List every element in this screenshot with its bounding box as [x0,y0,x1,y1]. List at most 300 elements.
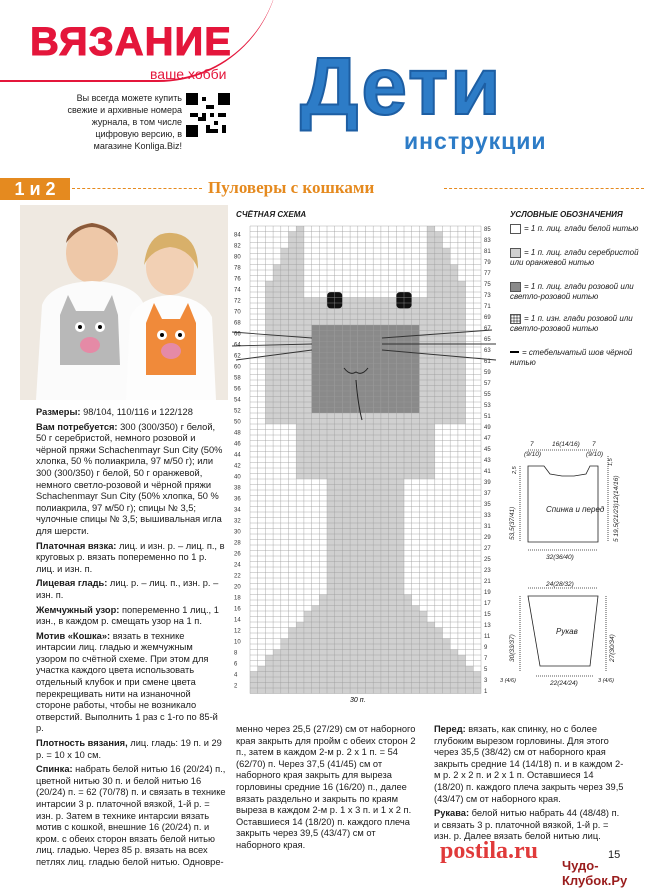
chart-cell [373,468,381,474]
magazine-title: ВЯЗАНИЕ [30,20,232,64]
chart-cell [373,386,381,392]
chart-cell [335,479,343,485]
row-number: 69 [484,315,491,321]
chart-cell [296,248,304,254]
chart-cell [327,666,335,672]
chart-cell [358,457,366,463]
chart-cell [396,402,404,408]
chart-cell [435,672,443,678]
chart-cell [373,617,381,623]
instructions-col-1 [36,407,226,872]
row-number: 36 [234,496,241,503]
chart-cell [289,292,297,298]
chart-cell [443,309,451,315]
row-number: 54 [234,397,241,404]
chart-cell [366,347,374,353]
chart-cell [312,408,320,414]
chart-cell [450,666,458,672]
chart-cell [327,672,335,678]
chart-cell [342,408,350,414]
chart-cell [327,501,335,507]
chart-cell [342,474,350,480]
chart-cell [335,606,343,612]
chart-cell [312,474,320,480]
chart-cell [358,683,366,689]
paragraph: Мотив «Кошка»: вязать в технике интарсии лиц. гладью и жемчужным узором по счётной схеме. При этом для участка каждого цвета использовать отдельный клубок и при смене цвета перекрещивать нити на изнаночной стороне работы, чтобы не возникало отверстий. Выполнить 1 раз с 1-го по 85-й р. [36,630,218,734]
chart-cell [366,331,374,337]
chart-cell [312,336,320,342]
chart-cell [327,567,335,573]
chart-cell [373,347,381,353]
chart-cell [327,677,335,683]
chart-cell [289,259,297,265]
chart-cell [366,512,374,518]
chart-cell [389,320,397,326]
chart-cell [404,683,412,689]
chart-cell [373,353,381,359]
chart-cell [381,490,389,496]
chart-cell [327,512,335,518]
chart-cell [381,540,389,546]
chart-cell [404,358,412,364]
chart-cell [312,452,320,458]
chart-cell [273,281,281,287]
chart-cell [419,402,427,408]
chart-cell [296,430,304,436]
chart-cell [450,364,458,370]
chart-cell [327,661,335,667]
chart-cell [450,287,458,293]
chart-cell [435,677,443,683]
chart-cell [427,468,435,474]
chart-cell [265,419,273,425]
chart-cell [296,331,304,337]
chart-cell [381,595,389,601]
chart-cell [366,375,374,381]
chart-cell [458,683,466,689]
chart-cell [358,325,366,331]
chart-cell [366,666,374,672]
chart-cell [412,457,420,463]
chart-cell [273,677,281,683]
chart-cell [373,666,381,672]
chart-cell [350,441,358,447]
chart-cell [304,446,312,452]
chart-cell [366,468,374,474]
chart-cell [342,424,350,430]
chart-cell [450,353,458,359]
chart-cell [396,485,404,491]
chart-cell [419,435,427,441]
row-number: 73 [484,293,491,299]
chart-cell [389,325,397,331]
chart-cell [358,672,366,678]
chart-cell [335,688,343,694]
chart-cell [358,606,366,612]
cuff-side: 3 (4/6) [598,678,614,684]
chart-cell [273,413,281,419]
chart-cell [327,606,335,612]
row-number: 19 [484,590,491,596]
chart-cell [389,479,397,485]
chart-cell [281,265,289,271]
chart-cell [342,545,350,551]
top-dim: 16(14/16) [552,441,580,448]
chart-cell [304,666,312,672]
chart-cell [381,639,389,645]
row-number: 72 [234,298,241,305]
sleeve-label: Рукав [556,627,578,636]
chart-cell [366,567,374,573]
chart-cell [419,309,427,315]
chart-cell [466,666,474,672]
chart-cell [389,452,397,458]
chart-cell [381,320,389,326]
chart-cell [412,677,420,683]
chart-cell [296,386,304,392]
chart-cell [296,688,304,694]
chart-cell [304,650,312,656]
chart-cell [296,408,304,414]
chart-cell [373,584,381,590]
chart-cell [412,441,420,447]
chart-cell [404,424,412,430]
chart-cell [289,248,297,254]
chart-cell [419,677,427,683]
chart-cell [404,369,412,375]
chart-cell [358,353,366,359]
chart-cell [358,303,366,309]
chart-cell [289,325,297,331]
chart-cell [366,617,374,623]
qr-code-icon[interactable] [186,93,230,137]
chart-cell [304,397,312,403]
chart-cell [396,468,404,474]
chart-cell [327,435,335,441]
chart-cell [443,303,451,309]
chart-cell [289,666,297,672]
chart-cell [443,358,451,364]
chart-cell [289,672,297,678]
chart-cell [396,540,404,546]
chart-cell [381,556,389,562]
chart-cell [327,622,335,628]
chart-cell [419,468,427,474]
chart-cell [319,650,327,656]
chart-cell [443,248,451,254]
row-number: 47 [484,436,491,442]
chart-cell [396,595,404,601]
chart-cell [335,474,343,480]
chart-cell [373,589,381,595]
chart-cell [327,479,335,485]
chart-cell [443,270,451,276]
children-photo [20,205,228,400]
chart-cell [396,419,404,425]
chart-label: СЧЁТНАЯ СХЕМА [236,210,307,219]
chart-cell [412,380,420,386]
chart-cell [381,518,389,524]
chart-cell [312,672,320,678]
chart-cell [458,309,466,315]
chart-cell [419,397,427,403]
row-number: 9 [484,645,488,651]
chart-cell [458,397,466,403]
chart-cell [412,364,420,370]
chart-cell [373,556,381,562]
chart-cell [443,644,451,650]
chart-cell [312,435,320,441]
chart-cell [366,358,374,364]
chart-cell [319,683,327,689]
chart-cell [381,386,389,392]
chart-cell [419,650,427,656]
chart-cell [358,655,366,661]
chart-cell [396,644,404,650]
chart-cell [265,347,273,353]
chart-cell [319,441,327,447]
chart-cell [435,232,443,238]
chart-cell [381,672,389,678]
chart-cell [419,457,427,463]
chart-cell [312,457,320,463]
chart-cell [281,655,289,661]
chart-cell [350,534,358,540]
chart-cell [443,397,451,403]
chart-cell [404,413,412,419]
chart-cell [350,672,358,678]
chart-cell [366,523,374,529]
row-number: 74 [234,287,241,294]
chart-cell [389,402,397,408]
chart-cell [412,435,420,441]
chart-cell [366,683,374,689]
chart-cell [381,534,389,540]
chart-cell [373,397,381,403]
chart-cell [327,650,335,656]
chart-cell [373,633,381,639]
chart-cell [427,397,435,403]
chart-cell [373,534,381,540]
chart-cell [335,364,343,370]
chart-cell [327,446,335,452]
chart-cell [342,507,350,513]
chart-cell [335,600,343,606]
chart-cell [427,243,435,249]
chart-cell [281,287,289,293]
chart-cell [265,292,273,298]
chart-cell [342,391,350,397]
row-number: 78 [234,265,241,272]
chart-cell [381,606,389,612]
chart-cell [389,567,397,573]
row-number: 79 [484,260,491,266]
chart-cell [435,364,443,370]
chart-cell [327,485,335,491]
chart-cell [435,265,443,271]
chart-cell [265,364,273,370]
chart-cell [327,347,335,353]
chart-cell [435,655,443,661]
chart-cell [412,325,420,331]
chart-cell [366,441,374,447]
chart-cell [342,435,350,441]
chart-cell [373,650,381,656]
chart-cell [296,320,304,326]
chart-cell [373,529,381,535]
chart-cell [304,309,312,315]
garment-schematics [500,436,650,688]
chart-cell [296,391,304,397]
chart-cell [404,325,412,331]
chart-cell [435,402,443,408]
sleeve-top: 24(28/32) [546,581,574,588]
chart-cell [296,661,304,667]
chart-cell [312,397,320,403]
chart-cell [327,523,335,529]
chart-cell [358,446,366,452]
chart-cell [366,309,374,315]
chart-cell [404,408,412,414]
chart-cell [427,661,435,667]
chart-cell [389,650,397,656]
chart-cell [435,688,443,694]
chart-cell [366,551,374,557]
chart-cell [358,424,366,430]
row-number: 13 [484,623,491,629]
chart-cell [427,226,435,232]
chart-cell [412,413,420,419]
chart-cell [335,551,343,557]
chart-cell [396,556,404,562]
chart-cell [427,298,435,304]
row-number: 25 [484,557,491,563]
chart-cell [342,688,350,694]
chart-cell [366,661,374,667]
chart-cell [443,655,451,661]
sleeve-length: 30(33/37) [509,634,516,662]
instructions-col-3 [434,724,624,846]
row-number: 55 [484,392,491,398]
chart-cell [342,419,350,425]
chart-cell [435,276,443,282]
chart-cell [381,611,389,617]
chart-cell [281,298,289,304]
chart-cell [427,644,435,650]
chart-cell [319,606,327,612]
back-front-label: Спинка и перед [546,505,605,514]
chart-cell [427,446,435,452]
chart-cell [412,655,420,661]
pattern-badge: 1 и 2 [0,178,70,200]
chart-cell [389,501,397,507]
chart-cell [312,358,320,364]
chart-cell [435,336,443,342]
chart-cell [366,386,374,392]
chart-cell [412,617,420,623]
chart-cell [389,298,397,304]
chart-cell [335,496,343,502]
chart-cell [327,474,335,480]
chart-cell [312,463,320,469]
chart-cell [458,380,466,386]
divider [444,188,644,189]
chart-cell [265,391,273,397]
row-number: 61 [484,359,491,365]
chart-cell [412,672,420,678]
chart-cell [443,364,451,370]
chart-cell [427,270,435,276]
chart-cell [296,232,304,238]
chart-cell [265,380,273,386]
chart-cell [273,688,281,694]
chart-cell [373,655,381,661]
chart-cell [381,309,389,315]
chart-cell [427,303,435,309]
chart-cell [335,485,343,491]
chart-cell [327,314,335,320]
chart-cell [419,441,427,447]
chart-cell [366,677,374,683]
chart-cell [319,424,327,430]
chart-cell [389,611,397,617]
chart-cell [389,666,397,672]
chart-cell [304,644,312,650]
row-number: 30 [234,529,241,536]
chart-cell [319,419,327,425]
chart-cell [342,468,350,474]
chart-cell [412,611,420,617]
row-number: 51 [484,414,491,420]
chart-cell [366,600,374,606]
row-number: 21 [484,579,491,585]
sleeve-length: 27(30/34) [609,634,616,662]
chart-cell [358,556,366,562]
legend-swatch [510,314,521,324]
chart-cell [342,518,350,524]
chart-cell [381,644,389,650]
chart-cell [289,298,297,304]
chart-cell [289,380,297,386]
chart-cell [273,650,281,656]
chart-cell [342,380,350,386]
chart-cell [396,358,404,364]
chart-cell [396,518,404,524]
chart-cell [265,386,273,392]
chart-cell [366,380,374,386]
chart-cell [258,666,266,672]
chart-cell [404,617,412,623]
chart-cell [381,683,389,689]
chart-cell [366,622,374,628]
chart-cell [473,683,481,689]
chart-cell [335,666,343,672]
chart-cell [304,474,312,480]
chart-cell [335,589,343,595]
chart-cell [373,446,381,452]
chart-cell [389,309,397,315]
chart-cell [289,419,297,425]
chart-cell [419,452,427,458]
chart-cell [366,540,374,546]
chart-cell [265,397,273,403]
chart-cell [312,611,320,617]
chart-cell [319,595,327,601]
chart-cell [458,391,466,397]
chart-cell [296,452,304,458]
chart-cell [366,595,374,601]
chart-cell [304,441,312,447]
